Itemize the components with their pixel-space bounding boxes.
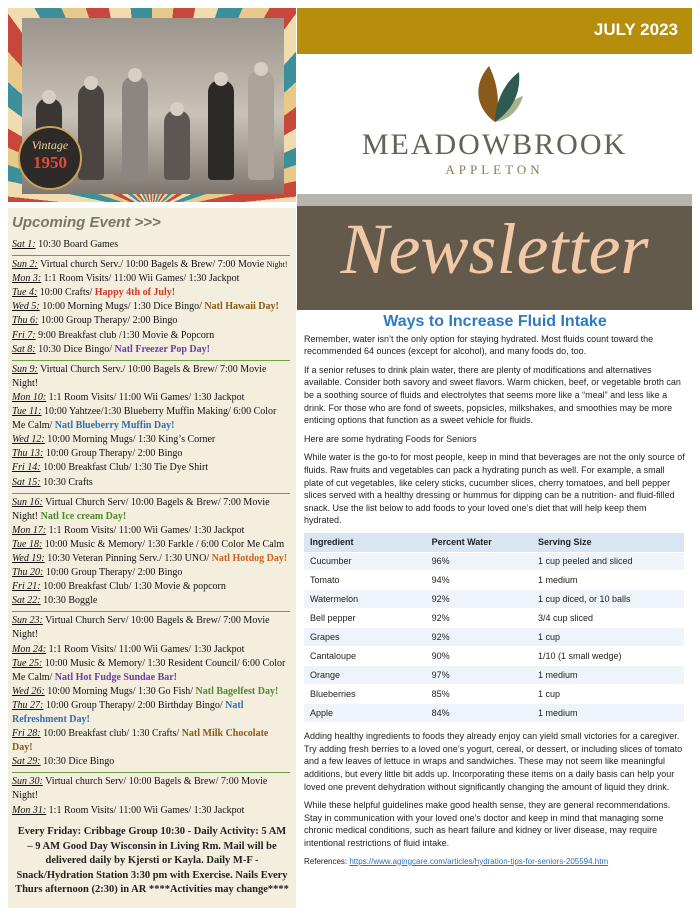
event-date: Wed 5: [12, 301, 40, 313]
event-item [12, 643, 290, 657]
event-item [12, 329, 290, 343]
table-cell: 92% [426, 590, 532, 609]
event-text: 10:00 Group Therapy/ 2:00 Bingo [43, 567, 183, 579]
event-item [12, 657, 290, 685]
table-cell: 1 medium [532, 704, 684, 722]
event-date: Wed 19: [12, 552, 45, 564]
event-text: 10:00 Music & Memory/ 1:30 Farkle / 6:00 Color Me Calm [42, 538, 285, 550]
photo-head [128, 68, 142, 82]
event-highlight: Natl Refreshment Day! [12, 699, 244, 725]
hydrating-foods-table [304, 533, 684, 722]
event-group [12, 611, 290, 769]
article-paragraph: While these helpful guidelines make good health sense, they are general recommendations. Stay in communication with your loved one’s doctor and keep in mind that managing some chronic medical conditions, such as heart failure and kidney or liver disease, may require intentional restrictions of fluid intake. [304, 800, 671, 848]
table-cell: 1 cup diced, or 10 balls [532, 590, 684, 609]
photo-head [84, 76, 98, 90]
event-text: Virtual church Serv./ 10:00 Bagels & Brew/ 7:00 Movie [37, 259, 267, 271]
event-date: Mon 10: [12, 391, 47, 403]
event-text: 1:1 Room Visits/ 11:00 Wii Games/ 1:30 Jackpot [46, 524, 245, 536]
table-row [304, 609, 684, 628]
event-text: 10:00 Morning Mugs/ 1:30 Dice Bingo/ [39, 301, 205, 313]
table-cell: Watermelon [304, 590, 426, 609]
event-item [12, 727, 290, 755]
table-cell: 1 cup peeled and sliced [532, 552, 684, 571]
event-item [12, 258, 290, 272]
table-header: Ingredient [304, 533, 426, 552]
table-cell: 84% [426, 704, 532, 722]
leaf-icon [465, 62, 525, 126]
event-highlight: Happy 4th of July! [94, 287, 176, 299]
newsletter-banner [297, 206, 692, 310]
event-text: 10:00 Music & Memory/ 1:30 Resident Council/ 6:00 Color Me Calm/ [12, 657, 286, 683]
divider-bar [297, 194, 692, 206]
article-paragraph: If a senior refuses to drink plain water, there are plenty of modifications and alternatives available. Consider both savory and sweet flavors. Warm chicken, beef, or vegetable broth can be a soothing source of fluids and electrolytes that seems more like a “meal” and less like a drink. For those who are fond of sweets, popsicles, milkshakes, and smoothies may be more enticing options that function as a sweet vehicle for fluids. [304, 364, 681, 426]
event-date: Sat 15: [12, 476, 41, 488]
table-cell: Apple [304, 704, 426, 722]
event-date: Thu 6: [12, 315, 39, 327]
event-highlight: Natl Hot Fudge Sundae Bar! [54, 671, 178, 683]
issue-date: JULY 2023 [593, 20, 678, 39]
event-item [12, 804, 290, 818]
event-text: 10:00 Breakfast Club/ 1:30 Tie Dye Shirt [40, 462, 209, 474]
event-text: 10:00 Morning Mugs/ 1:30 Go Fish/ [44, 685, 196, 697]
event-group [12, 360, 290, 490]
event-text: Night! [266, 260, 288, 270]
event-item [12, 461, 290, 475]
event-text: 1:1 Room Visits/ 11:00 Wii Games/ 1:30 Jackpot [46, 391, 245, 403]
event-text: 10:00 Group Therapy/ 2:00 Bingo [38, 315, 178, 327]
table-row [304, 704, 684, 722]
table-cell: 90% [426, 647, 532, 666]
event-date: Sat 8: [12, 343, 36, 355]
event-item [12, 405, 290, 433]
table-cell: 92% [426, 609, 532, 628]
photo-figure [248, 70, 274, 180]
newsletter-title: Newsletter [340, 209, 649, 289]
event-text: 10:00 Breakfast Club/ 1:30 Movie & popcorn [40, 581, 226, 593]
event-date: Tue 18: [12, 538, 43, 550]
event-item [12, 496, 290, 524]
table-cell: Tomato [304, 571, 426, 590]
event-date: Sat 22: [12, 595, 41, 607]
upcoming-events-panel [8, 208, 296, 908]
table-cell: 1 medium [532, 666, 684, 685]
event-highlight: Natl Hotdog Day! [211, 552, 288, 564]
event-date: Tue 4: [12, 287, 38, 299]
event-item [12, 699, 290, 727]
references [304, 856, 686, 869]
photo-head [170, 102, 184, 116]
article-title: Ways to Increase Fluid Intake [383, 313, 607, 330]
event-item [12, 552, 290, 566]
event-highlight: Natl Bagelfest Day! [195, 685, 279, 697]
event-item [12, 343, 290, 357]
event-item [12, 447, 290, 461]
table-cell: 1 cup [532, 628, 684, 647]
table-cell: 94% [426, 571, 532, 590]
event-date: Sun 16: [12, 496, 43, 508]
meadowbrook-logo [297, 54, 692, 194]
event-group [12, 493, 290, 609]
vintage-badge [18, 126, 82, 190]
event-text: 10:00 Group Therapy/ 2:00 Bingo [43, 448, 183, 460]
event-text: Virtual church Serv/ 10:00 Bagels & Brew/ 7:00 Movie Night! [12, 776, 268, 802]
event-text: 10:00 Morning Mugs/ 1:30 King’s Corner [44, 434, 216, 446]
references-label: References: [304, 856, 350, 866]
event-text: 10:30 Board Games [35, 239, 119, 250]
badge-line1: Vintage [31, 138, 69, 152]
table-cell: 1/10 (1 small wedge) [532, 647, 684, 666]
event-date: Sun 9: [12, 363, 38, 375]
table-row [304, 685, 684, 704]
event-item [12, 286, 290, 300]
table-cell: 92% [426, 628, 532, 647]
event-highlight: Natl Hawaii Day! [204, 301, 279, 313]
table-cell: Grapes [304, 628, 426, 647]
event-highlight: Natl Milk Chocolate Day! [12, 728, 269, 754]
event-text: 10:30 Boggle [40, 595, 98, 607]
event-date: Wed 12: [12, 434, 45, 446]
table-cell: 85% [426, 685, 532, 704]
event-date: Fri 21: [12, 581, 41, 593]
event-group [12, 772, 290, 817]
photo-figure [208, 80, 234, 180]
event-date: Mon 17: [12, 524, 47, 536]
article-paragraph: Adding healthy ingredients to foods they already enjoy can yield small victories for a caregiver. Try adding fresh berries to a loved one’s yogurt, cereal, or dessert, or including slices of tomato and a few leaves of lettuce in wraps and sandwiches. These may not seem like meaningful additions, but every little bit adds up. Incorporating these items on a daily basis can help your loved one prevent dehydration without significantly changing the amount of liquid they drink. [304, 731, 683, 792]
event-date: Thu 13: [12, 448, 44, 460]
brand-name: MEADOWBROOK [361, 128, 628, 161]
event-text: 10:30 Veteran Pinning Serv./ 1:30 UNO/ [44, 552, 212, 564]
event-text: 10:30 Crafts [40, 476, 93, 488]
event-group [12, 255, 290, 357]
event-item [12, 476, 290, 490]
event-item [12, 580, 290, 594]
event-text: Virtual Church Serv/ 10:00 Bagels & Brew/ 7:00 Movie Night! [12, 615, 270, 641]
event-date: Sun 30: [12, 776, 43, 788]
article-paragraph: Here are some hydrating Foods for Seniors [304, 433, 477, 444]
event-date: Sat 1: [12, 239, 36, 250]
event-item [12, 238, 290, 252]
table-cell: Blueberries [304, 685, 426, 704]
event-text: Virtual Church Serv/ 10:00 Bagels & Brew/ 7:00 Movie Night! [12, 496, 270, 522]
photo-figure [164, 110, 190, 180]
event-text: 1:1 Room Visits/ 11:00 Wii Games/ 1:30 Jackpot [46, 804, 245, 816]
photo-head [42, 90, 56, 104]
table-row [304, 628, 684, 647]
table-cell: 97% [426, 666, 532, 685]
event-highlight: Natl Blueberry Muffin Day! [54, 420, 175, 432]
event-date: Sun 2: [12, 259, 38, 271]
event-item [12, 524, 290, 538]
event-item [12, 614, 290, 642]
table-row [304, 571, 684, 590]
event-item [12, 566, 290, 580]
event-group [12, 238, 290, 252]
event-date: Tue 25: [12, 657, 43, 669]
event-text: 1:1 Room Visits/ 11:00 Wii Games/ 1:30 Jackpot [41, 273, 240, 285]
event-text: 1:1 Room Visits/ 11:00 Wii Games/ 1:30 Jackpot [46, 643, 245, 655]
event-item [12, 391, 290, 405]
brand-location: APPLETON [445, 162, 544, 177]
table-cell: Bell pepper [304, 609, 426, 628]
article-paragraph: Remember, water isn’t the only option for staying hydrated. Most fluids count toward the recommended 64 ounces (except for alcohol), and many foods do, too. [304, 333, 654, 357]
table-cell: 96% [426, 552, 532, 571]
event-text: 10:30 Dice Bingo/ [35, 343, 115, 355]
event-item [12, 594, 290, 608]
photo-figure [122, 76, 148, 180]
event-item [12, 433, 290, 447]
photo-figure [78, 84, 104, 180]
event-text: 9:00 Breakfast club /1:30 Movie & Popcorn [35, 329, 215, 341]
article-paragraph: While water is the go-to for most people, keep in mind that beverages are not the only source of fluids. Raw fruits and vegetables can pack a hydrating punch as well. For example, a small plate of cut vegetables, like celery sticks, cucumber slices, cherry tomatoes, and bell pepper slices served with a healthy dressing or hummus for dipping can be a nutrition- and fluid-filled snack. Use the list below to add foods to your loved one’s diet that will help keep them hydrated. [304, 452, 685, 526]
every-friday-note: Every Friday: Cribbage Group 10:30 - Daily Activity: 5 AM – 9 AM Good Day Wisconsin in Living Rm. Mail will be delivered daily by Kjersti or Kayla. Daily M-F - Snack/Hydration Station 3:30 pm with Exercise. Nails Every Thurs afternoon (2:30) in AR ****Activities may change**** [15, 826, 289, 895]
table-cell: Cantaloupe [304, 647, 426, 666]
table-cell: 3/4 cup sliced [532, 609, 684, 628]
photo-head [254, 62, 268, 76]
table-cell: Cucumber [304, 552, 426, 571]
event-date: Fri 7: [12, 329, 36, 341]
table-header: Percent Water [426, 533, 532, 552]
reference-link[interactable]: https://www.agingcare.com/articles/hydration-tips-for-seniors-205594.htm [349, 856, 609, 866]
event-date: Mon 3: [12, 273, 42, 285]
event-text: Virtual Church Serv./ 10:00 Bagels & Brew/ 7:00 Movie Night! [12, 363, 267, 389]
event-date: Thu 20: [12, 567, 44, 579]
event-date: Fri 14: [12, 462, 41, 474]
event-date: Wed 26: [12, 685, 45, 697]
event-date: Mon 31: [12, 804, 47, 816]
event-date: Sat 29: [12, 756, 41, 768]
table-row [304, 552, 684, 571]
event-text: 10:00 Crafts/ [37, 287, 95, 299]
table-row [304, 590, 684, 609]
table-row [304, 647, 684, 666]
badge-line2: 1950 [33, 153, 67, 172]
event-item [12, 755, 290, 769]
event-item [12, 300, 290, 314]
event-highlight: Natl Freezer Pop Day! [114, 343, 210, 355]
header-photo [8, 8, 296, 202]
photo-head [214, 72, 228, 86]
event-item [12, 775, 290, 803]
table-header: Serving Size [532, 533, 684, 552]
event-text: 10:30 Dice Bingo [40, 756, 115, 768]
event-date: Mon 24: [12, 643, 47, 655]
date-bar [297, 8, 692, 54]
table-row [304, 666, 684, 685]
article [304, 313, 686, 874]
event-date: Tue 11: [12, 406, 42, 418]
event-text: 10:00 Breakfast club/ 1:30 Crafts/ [40, 728, 182, 740]
event-item [12, 685, 290, 699]
table-cell: 1 cup [532, 685, 684, 704]
event-date: Fri 28: [12, 728, 41, 740]
event-highlight: Natl Ice cream Day! [40, 510, 127, 522]
upcoming-title: Upcoming Event >>> [12, 214, 161, 231]
event-item [12, 538, 290, 552]
event-item [12, 272, 290, 286]
event-item [12, 363, 290, 391]
table-cell: 1 medium [532, 571, 684, 590]
event-text: 10:00 Yahtzee/1:30 Blueberry Muffin Making/ 6:00 Color Me Calm/ [12, 406, 277, 432]
event-text: 10:00 Group Therapy/ 2:00 Birthday Bingo/ [43, 699, 226, 711]
event-date: Thu 27: [12, 699, 44, 711]
table-cell: Orange [304, 666, 426, 685]
events-list [12, 238, 290, 818]
event-date: Sun 23: [12, 615, 43, 627]
event-item [12, 314, 290, 328]
